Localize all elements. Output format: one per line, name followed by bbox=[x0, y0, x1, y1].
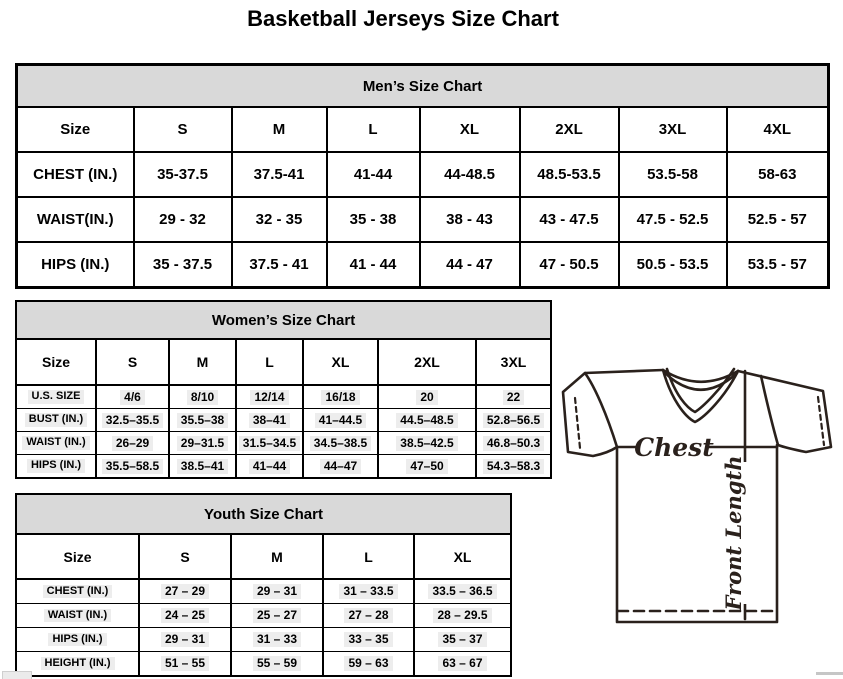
youth-column-header: M bbox=[231, 534, 323, 579]
highlighted-text: 4/6 bbox=[120, 390, 145, 405]
women-value-cell bbox=[303, 385, 378, 409]
men-column-header: L bbox=[327, 107, 420, 152]
left-cuff-dashed-line bbox=[575, 398, 580, 448]
jersey-measurement-diagram bbox=[555, 352, 843, 635]
men-column-header: S bbox=[134, 107, 232, 152]
women-value-cell bbox=[96, 409, 169, 432]
highlighted-text: 29–31.5 bbox=[177, 436, 228, 451]
front-length-measure-label: Front Length bbox=[721, 455, 746, 611]
women-value-cell bbox=[236, 409, 303, 432]
highlighted-text: 38.5–41 bbox=[177, 459, 228, 474]
highlighted-text: 35.5–58.5 bbox=[102, 459, 163, 474]
men-value-cell: 44-48.5 bbox=[420, 152, 520, 197]
youth-value-cell bbox=[231, 628, 323, 652]
highlighted-text: 41–44.5 bbox=[315, 413, 366, 428]
women-row-label bbox=[16, 385, 96, 409]
youth-value-cell bbox=[414, 628, 511, 652]
youth-column-header: L bbox=[323, 534, 414, 579]
highlighted-text: 31 – 33.5 bbox=[339, 584, 397, 599]
women-value-cell bbox=[476, 432, 551, 455]
youth-value-cell bbox=[139, 579, 231, 604]
men-column-header: Size bbox=[17, 107, 134, 152]
men-value-cell: 35 - 37.5 bbox=[134, 242, 232, 288]
men-column-header: 4XL bbox=[727, 107, 829, 152]
women-value-cell bbox=[378, 409, 476, 432]
scrollbar-track-fragment bbox=[816, 672, 843, 675]
men-value-cell: 35-37.5 bbox=[134, 152, 232, 197]
highlighted-text: 51 – 55 bbox=[161, 656, 209, 671]
highlighted-text: 29 – 31 bbox=[253, 584, 301, 599]
men-value-cell: 52.5 - 57 bbox=[727, 197, 829, 242]
youth-value-cell bbox=[139, 652, 231, 677]
highlighted-text: 29 – 31 bbox=[161, 632, 209, 647]
men-value-cell: 38 - 43 bbox=[420, 197, 520, 242]
women-value-cell bbox=[96, 432, 169, 455]
highlighted-text: 38.5–42.5 bbox=[396, 436, 457, 451]
women-chart-header: Women’s Size Chart bbox=[16, 301, 551, 339]
highlighted-text: 20 bbox=[416, 390, 437, 405]
youth-chart-header: Youth Size Chart bbox=[16, 494, 511, 534]
women-value-cell bbox=[378, 455, 476, 479]
youth-value-cell bbox=[323, 628, 414, 652]
highlighted-text: 46.8–50.3 bbox=[483, 436, 544, 451]
jersey-left-armhole-seam bbox=[585, 373, 617, 447]
highlighted-text: 52.8–56.5 bbox=[483, 413, 544, 428]
highlighted-text: 34.5–38.5 bbox=[310, 436, 371, 451]
highlighted-text: HIPS (IN.) bbox=[27, 459, 85, 473]
women-column-header: 2XL bbox=[378, 339, 476, 385]
men-row-label: WAIST(IN.) bbox=[17, 197, 134, 242]
highlighted-text: 26–29 bbox=[112, 436, 153, 451]
highlighted-text: 44–47 bbox=[320, 459, 361, 474]
women-value-cell bbox=[236, 385, 303, 409]
youth-row-label bbox=[16, 604, 139, 628]
highlighted-text: 27 – 29 bbox=[161, 584, 209, 599]
youth-value-cell bbox=[323, 604, 414, 628]
page-title: Basketball Jerseys Size Chart bbox=[247, 6, 559, 31]
women-value-cell bbox=[476, 455, 551, 479]
youth-value-cell bbox=[414, 604, 511, 628]
women-value-cell bbox=[169, 385, 236, 409]
men-value-cell: 47.5 - 52.5 bbox=[619, 197, 727, 242]
youth-column-header: S bbox=[139, 534, 231, 579]
women-value-cell bbox=[476, 385, 551, 409]
youth-row-label bbox=[16, 579, 139, 604]
men-row-label: HIPS (IN.) bbox=[17, 242, 134, 288]
highlighted-text: 16/18 bbox=[321, 390, 359, 405]
youth-value-cell bbox=[231, 579, 323, 604]
women-value-cell bbox=[169, 432, 236, 455]
womens-size-table bbox=[15, 300, 552, 479]
men-column-header: XL bbox=[420, 107, 520, 152]
women-value-cell bbox=[378, 432, 476, 455]
men-value-cell: 58-63 bbox=[727, 152, 829, 197]
highlighted-text: 33 – 35 bbox=[344, 632, 392, 647]
youth-row-label bbox=[16, 628, 139, 652]
highlighted-text: 8/10 bbox=[187, 390, 218, 405]
men-column-header: 2XL bbox=[520, 107, 619, 152]
youth-row-label bbox=[16, 652, 139, 677]
women-value-cell bbox=[96, 455, 169, 479]
women-column-header: L bbox=[236, 339, 303, 385]
youth-size-table bbox=[15, 493, 512, 677]
women-value-cell bbox=[169, 455, 236, 479]
women-value-cell bbox=[378, 385, 476, 409]
highlighted-text: 32.5–35.5 bbox=[102, 413, 163, 428]
highlighted-text: 54.3–58.3 bbox=[483, 459, 544, 474]
highlighted-text: 41–44 bbox=[249, 459, 290, 474]
highlighted-text: WAIST (IN.) bbox=[22, 436, 89, 450]
men-value-cell: 47 - 50.5 bbox=[520, 242, 619, 288]
youth-value-cell bbox=[414, 579, 511, 604]
highlighted-text: CHEST (IN.) bbox=[43, 585, 113, 599]
men-row-label: CHEST (IN.) bbox=[17, 152, 134, 197]
youth-value-cell bbox=[414, 652, 511, 677]
women-column-header: S bbox=[96, 339, 169, 385]
jersey-right-sleeve bbox=[738, 371, 831, 452]
highlighted-text: 25 – 27 bbox=[253, 608, 301, 623]
women-value-cell bbox=[303, 432, 378, 455]
highlighted-text: 31 – 33 bbox=[253, 632, 301, 647]
highlighted-text: 59 – 63 bbox=[344, 656, 392, 671]
women-value-cell bbox=[303, 455, 378, 479]
highlighted-text: HIPS (IN.) bbox=[48, 633, 106, 647]
youth-value-cell bbox=[231, 652, 323, 677]
highlighted-text: 38–41 bbox=[249, 413, 290, 428]
women-row-label bbox=[16, 409, 96, 432]
highlighted-text: 27 – 28 bbox=[344, 608, 392, 623]
men-value-cell: 43 - 47.5 bbox=[520, 197, 619, 242]
youth-column-header: XL bbox=[414, 534, 511, 579]
men-value-cell: 41-44 bbox=[327, 152, 420, 197]
highlighted-text: WAIST (IN.) bbox=[44, 609, 111, 623]
women-value-cell bbox=[169, 409, 236, 432]
women-column-header: 3XL bbox=[476, 339, 551, 385]
highlighted-text: 33.5 – 36.5 bbox=[428, 584, 496, 599]
youth-value-cell bbox=[139, 604, 231, 628]
men-value-cell: 44 - 47 bbox=[420, 242, 520, 288]
highlighted-text: 35 – 37 bbox=[438, 632, 486, 647]
men-value-cell: 29 - 32 bbox=[134, 197, 232, 242]
women-value-cell bbox=[476, 409, 551, 432]
women-row-label bbox=[16, 455, 96, 479]
men-value-cell: 35 - 38 bbox=[327, 197, 420, 242]
highlighted-text: 28 – 29.5 bbox=[433, 608, 491, 623]
youth-value-cell bbox=[231, 604, 323, 628]
men-value-cell: 37.5 - 41 bbox=[232, 242, 327, 288]
mens-size-table bbox=[15, 63, 830, 289]
youth-value-cell bbox=[139, 628, 231, 652]
right-cuff-dashed-line bbox=[818, 397, 824, 445]
highlighted-text: 63 – 67 bbox=[438, 656, 486, 671]
chest-measure-label: Chest bbox=[634, 433, 714, 462]
men-value-cell: 50.5 - 53.5 bbox=[619, 242, 727, 288]
women-column-header: Size bbox=[16, 339, 96, 385]
men-value-cell: 41 - 44 bbox=[327, 242, 420, 288]
women-column-header: XL bbox=[303, 339, 378, 385]
men-value-cell: 48.5-53.5 bbox=[520, 152, 619, 197]
jersey-right-armhole-seam bbox=[761, 376, 778, 445]
highlighted-text: 24 – 25 bbox=[161, 608, 209, 623]
youth-column-header: Size bbox=[16, 534, 139, 579]
highlighted-text: 55 – 59 bbox=[253, 656, 301, 671]
men-chart-header: Men’s Size Chart bbox=[17, 65, 829, 108]
highlighted-text: 44.5–48.5 bbox=[396, 413, 457, 428]
women-column-header: M bbox=[169, 339, 236, 385]
horizontal-scrollbar-thumb[interactable] bbox=[2, 671, 32, 679]
women-value-cell bbox=[236, 432, 303, 455]
men-column-header: M bbox=[232, 107, 327, 152]
highlighted-text: HEIGHT (IN.) bbox=[41, 657, 115, 671]
highlighted-text: 35.5–38 bbox=[177, 413, 228, 428]
women-row-label bbox=[16, 432, 96, 455]
men-value-cell: 37.5-41 bbox=[232, 152, 327, 197]
men-column-header: 3XL bbox=[619, 107, 727, 152]
youth-value-cell bbox=[323, 579, 414, 604]
highlighted-text: 47–50 bbox=[406, 459, 447, 474]
women-value-cell bbox=[303, 409, 378, 432]
women-value-cell bbox=[236, 455, 303, 479]
youth-value-cell bbox=[323, 652, 414, 677]
highlighted-text: U.S. SIZE bbox=[28, 390, 85, 404]
women-value-cell bbox=[96, 385, 169, 409]
highlighted-text: 12/14 bbox=[250, 390, 288, 405]
highlighted-text: BUST (IN.) bbox=[25, 413, 87, 427]
men-value-cell: 32 - 35 bbox=[232, 197, 327, 242]
highlighted-text: 22 bbox=[503, 390, 524, 405]
highlighted-text: 31.5–34.5 bbox=[239, 436, 300, 451]
men-value-cell: 53.5-58 bbox=[619, 152, 727, 197]
men-value-cell: 53.5 - 57 bbox=[727, 242, 829, 288]
